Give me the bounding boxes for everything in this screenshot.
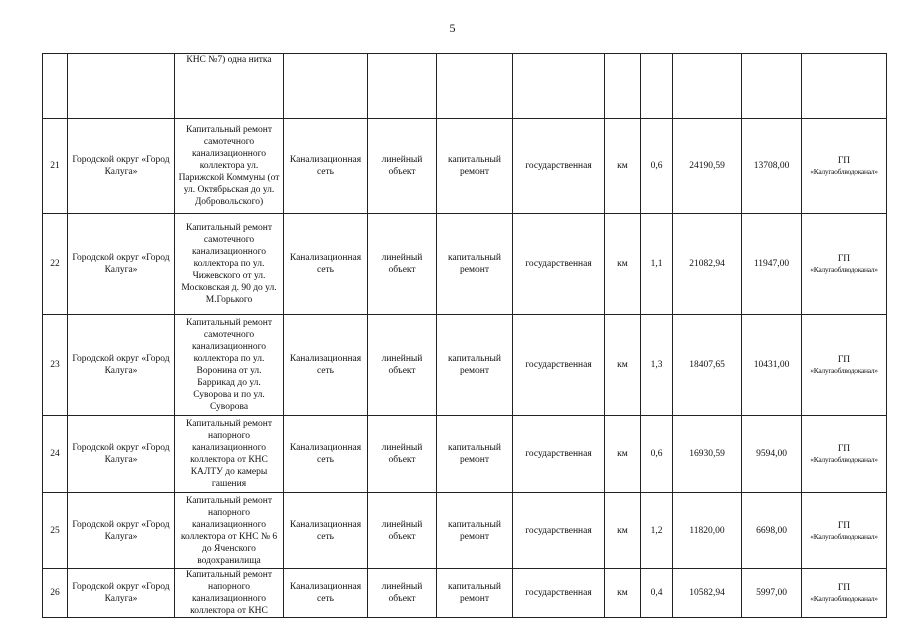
cell-municipality: Городской округ «Город Калуга» xyxy=(68,214,175,315)
cell-quantity: 0,6 xyxy=(641,416,673,493)
cell-municipality: Городской округ «Город Калуга» xyxy=(68,416,175,493)
cell-quantity: 0,4 xyxy=(641,569,673,618)
table-row xyxy=(43,569,887,618)
investment-table xyxy=(42,53,887,618)
cell-cost-part: 10431,00 xyxy=(742,315,802,416)
table-body xyxy=(43,54,887,618)
org-name: «Калугаоблводоканал» xyxy=(810,167,878,176)
cell-unit: км xyxy=(605,119,641,214)
cell-cost-part: 9594,00 xyxy=(742,416,802,493)
cell-cost-part: 13708,00 xyxy=(742,119,802,214)
cell-number xyxy=(43,54,68,119)
cell-ownership: государственная xyxy=(513,315,605,416)
cell-municipality: Городской округ «Город Калуга» xyxy=(68,119,175,214)
cell-network: Канализационная сеть xyxy=(284,493,368,569)
cell-ownership: государственная xyxy=(513,493,605,569)
cell-number: 24 xyxy=(43,416,68,493)
cell-ownership: государственная xyxy=(513,214,605,315)
cell-organization xyxy=(802,214,887,315)
cell-cost-total: 21082,94 xyxy=(673,214,742,315)
cell-unit: км xyxy=(605,569,641,618)
table-row xyxy=(43,416,887,493)
cell-object-type: линейный объект xyxy=(368,416,437,493)
org-name: «Калугаоблводоканал» xyxy=(810,594,878,603)
cell-cost-total xyxy=(673,54,742,119)
org-prefix: ГП xyxy=(837,583,851,593)
cell-description: Капитальный ремонт самотечного канализационного коллектора по ул. Чижевского от ул. Московская д. 90 до ул. М.Горького xyxy=(175,214,284,315)
cell-organization xyxy=(802,493,887,569)
org-prefix: ГП xyxy=(837,254,851,264)
cell-municipality: Городской округ «Город Калуга» xyxy=(68,315,175,416)
org-prefix: ГП xyxy=(837,156,851,166)
cell-cost-total: 11820,00 xyxy=(673,493,742,569)
page-number: 5 xyxy=(449,21,456,35)
cell-description: Капитальный ремонт напорного канализационного коллектора от КНС № 6 до Яченского водохранилища xyxy=(175,493,284,569)
table-row xyxy=(43,214,887,315)
cell-description: Капитальный ремонт самотечного канализационного коллектора ул. Парижской Коммуны (от ул. Октябрьская до ул. Добровольского) xyxy=(175,119,284,214)
cell-cost-total: 18407,65 xyxy=(673,315,742,416)
cell-object-type xyxy=(368,54,437,119)
org-prefix: ГП xyxy=(837,355,851,365)
cell-network: Канализационная сеть xyxy=(284,569,368,618)
cell-network: Канализационная сеть xyxy=(284,416,368,493)
cell-description: Капитальный ремонт напорного канализационного коллектора от КНС КАЛТУ до камеры гашения xyxy=(175,416,284,493)
cell-cost-part xyxy=(742,54,802,119)
cell-work-type: капитальный ремонт xyxy=(437,416,513,493)
cell-cost-part: 11947,00 xyxy=(742,214,802,315)
cell-quantity xyxy=(641,54,673,119)
cell-ownership: государственная xyxy=(513,416,605,493)
cell-municipality xyxy=(68,54,175,119)
cell-unit: км xyxy=(605,416,641,493)
cell-quantity: 1,2 xyxy=(641,493,673,569)
cell-cost-total: 16930,59 xyxy=(673,416,742,493)
cell-number: 26 xyxy=(43,569,68,618)
cell-organization xyxy=(802,416,887,493)
cell-organization xyxy=(802,119,887,214)
cell-work-type: капитальный ремонт xyxy=(437,214,513,315)
cell-work-type: капитальный ремонт xyxy=(437,493,513,569)
org-name: «Калугаоблводоканал» xyxy=(810,265,878,274)
cell-municipality: Городской округ «Город Калуга» xyxy=(68,493,175,569)
org-name: «Калугаоблводоканал» xyxy=(810,455,878,464)
cell-unit: км xyxy=(605,214,641,315)
cell-description: Капитальный ремонт самотечного канализационного коллектора по ул. Воронина от ул. Баррикад до ул. Суворова и по ул. Суворова xyxy=(175,315,284,416)
table-row xyxy=(43,119,887,214)
cell-work-type: капитальный ремонт xyxy=(437,315,513,416)
cell-number: 21 xyxy=(43,119,68,214)
cell-description: Капитальный ремонт напорного канализационного коллектора от КНС xyxy=(175,569,284,618)
cell-organization xyxy=(802,569,887,618)
cell-work-type xyxy=(437,54,513,119)
cell-number: 25 xyxy=(43,493,68,569)
cell-quantity: 1,3 xyxy=(641,315,673,416)
cell-object-type: линейный объект xyxy=(368,214,437,315)
cell-number: 23 xyxy=(43,315,68,416)
cell-unit: км xyxy=(605,493,641,569)
cell-cost-part: 5997,00 xyxy=(742,569,802,618)
org-name: «Калугаоблводоканал» xyxy=(810,366,878,375)
org-name: «Калугаоблводоканал» xyxy=(810,531,878,541)
cell-object-type: линейный объект xyxy=(368,569,437,618)
cell-cost-total: 10582,94 xyxy=(673,569,742,618)
cell-cost-part: 6698,00 xyxy=(742,493,802,569)
cell-quantity: 0,6 xyxy=(641,119,673,214)
cell-description xyxy=(175,54,284,119)
cell-cost-total: 24190,59 xyxy=(673,119,742,214)
table-row-continuation xyxy=(43,54,887,119)
cell-work-type: капитальный ремонт xyxy=(437,569,513,618)
org-prefix: ГП xyxy=(837,444,851,454)
cell-unit xyxy=(605,54,641,119)
cell-ownership: государственная xyxy=(513,119,605,214)
cell-object-type: линейный объект xyxy=(368,315,437,416)
cell-network xyxy=(284,54,368,119)
table-row xyxy=(43,315,887,416)
continuation-text: КНС №7) одна нитка xyxy=(186,55,272,65)
cell-organization xyxy=(802,54,887,119)
cell-ownership xyxy=(513,54,605,119)
cell-quantity: 1,1 xyxy=(641,214,673,315)
cell-network: Канализационная сеть xyxy=(284,315,368,416)
cell-work-type: капитальный ремонт xyxy=(437,119,513,214)
cell-object-type: линейный объект xyxy=(368,493,437,569)
cell-network: Канализационная сеть xyxy=(284,119,368,214)
cell-unit: км xyxy=(605,315,641,416)
cell-ownership: государственная xyxy=(513,569,605,618)
cell-network: Канализационная сеть xyxy=(284,214,368,315)
table-row xyxy=(43,493,887,569)
cell-object-type: линейный объект xyxy=(368,119,437,214)
org-prefix: ГП xyxy=(837,520,851,531)
cell-organization xyxy=(802,315,887,416)
cell-municipality: Городской округ «Город Калуга» xyxy=(68,569,175,618)
cell-number: 22 xyxy=(43,214,68,315)
